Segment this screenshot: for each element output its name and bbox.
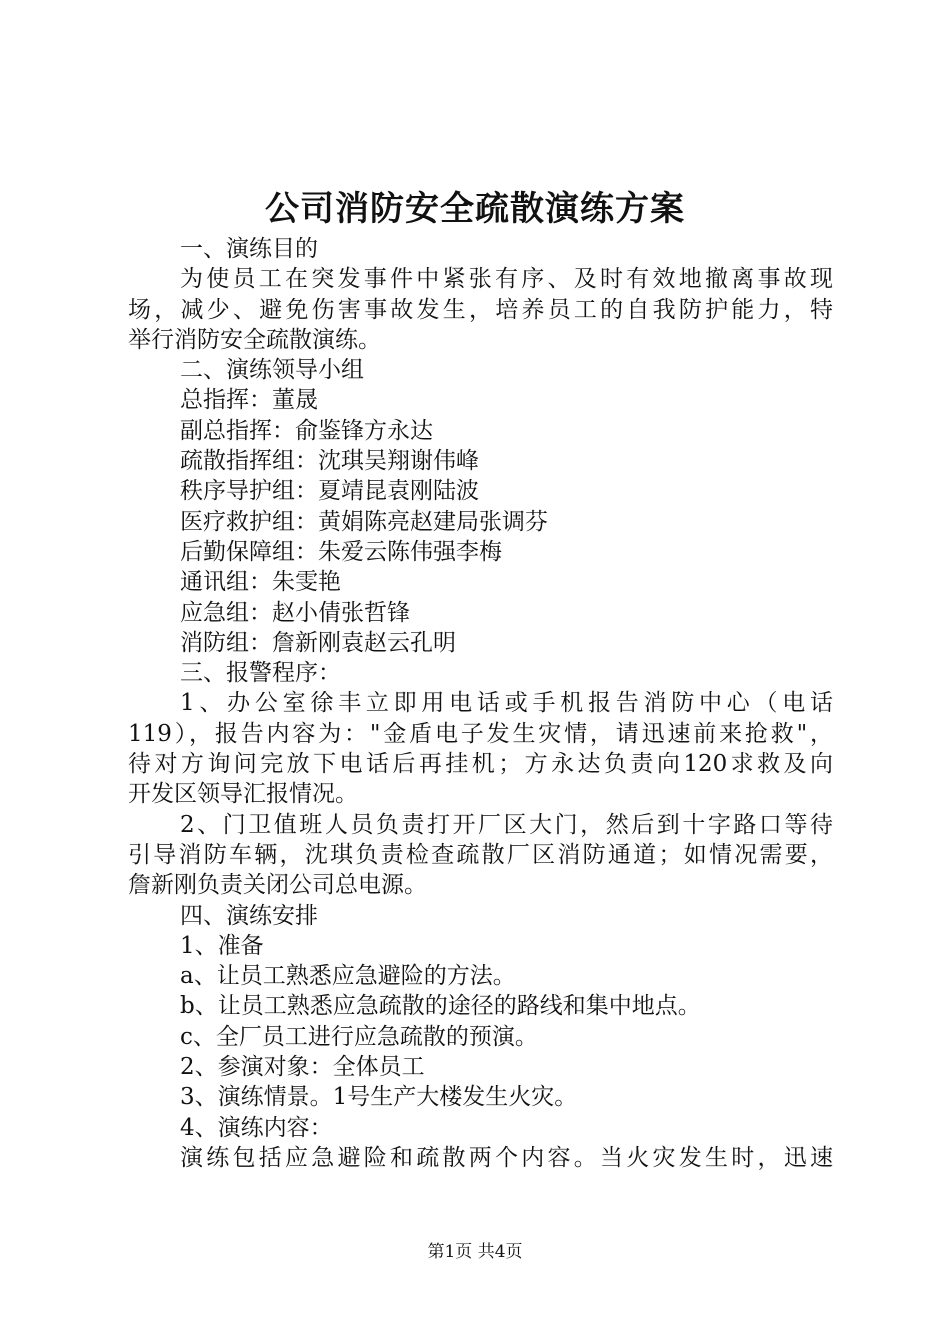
paragraph-line: 场，减少、避免伤害事故发生，培养员工的自我防护能力，特	[128, 296, 833, 323]
list-item: 总指挥：董晟	[180, 387, 318, 414]
list-item: 后勤保障组：朱爱云陈伟强李梅	[180, 538, 502, 565]
list-item: 副总指挥：俞鉴锋方永达	[180, 417, 433, 444]
list-item: 医疗救护组：黄娟陈亮赵建局张调芬	[180, 508, 548, 535]
list-item: 秩序导护组：夏靖昆袁刚陆波	[180, 478, 479, 505]
list-item: 疏散指挥组：沈琪吴翔谢伟峰	[180, 448, 479, 475]
paragraph-line: 引导消防车辆，沈琪负责检查疏散厂区消防通道；如情况需要，	[128, 841, 833, 868]
paragraph-line: 詹新刚负责关闭公司总电源。	[128, 872, 427, 899]
paragraph-line: 开发区领导汇报情况。	[128, 781, 358, 808]
paragraph-line: 2、门卫值班人员负责打开厂区大门，然后到十字路口等待	[180, 811, 833, 838]
list-item: 通讯组：朱雯艳	[180, 569, 341, 596]
section-heading-arrangement: 四、演练安排	[180, 902, 318, 929]
document-body	[128, 234, 833, 1173]
list-item: 4、演练内容：	[180, 1114, 333, 1141]
list-item: 3、演练情景。1号生产大楼发生火灾。	[180, 1084, 578, 1111]
list-item: a、让员工熟悉应急避险的方法。	[180, 963, 516, 990]
list-item: 1、准备	[180, 932, 264, 959]
paragraph-line: 1、办公室徐丰立即用电话或手机报告消防中心（电话	[180, 690, 833, 717]
section-heading-leadership: 二、演练领导小组	[180, 357, 364, 384]
paragraph-line: 为使员工在突发事件中紧张有序、及时有效地撤离事故现	[180, 266, 833, 293]
document-title: 公司消防安全疏散演练方案	[265, 189, 685, 229]
page-footer: 第1页 共4页	[427, 1242, 523, 1262]
list-item: 消防组：詹新刚袁赵云孔明	[180, 629, 456, 656]
section-heading-purpose: 一、演练目的	[180, 236, 318, 262]
paragraph-line: 演练包括应急避险和疏散两个内容。当火灾发生时，迅速	[180, 1144, 833, 1171]
list-item: c、全厂员工进行应急疏散的预演。	[180, 1023, 538, 1050]
paragraph-line: 举行消防安全疏散演练。	[128, 326, 381, 353]
section-heading-alarm: 三、报警程序：	[180, 660, 341, 687]
paragraph-line: 119），报告内容为："金盾电子发生灾情，请迅速前来抢救"，	[128, 720, 833, 747]
list-item: 应急组：赵小倩张哲锋	[180, 599, 410, 626]
paragraph-line: 待对方询问完放下电话后再挂机；方永达负责向120求救及向	[128, 751, 833, 778]
list-item: b、让员工熟悉应急疏散的途径的路线和集中地点。	[180, 993, 701, 1020]
list-item: 2、参演对象：全体员工	[180, 1054, 425, 1081]
